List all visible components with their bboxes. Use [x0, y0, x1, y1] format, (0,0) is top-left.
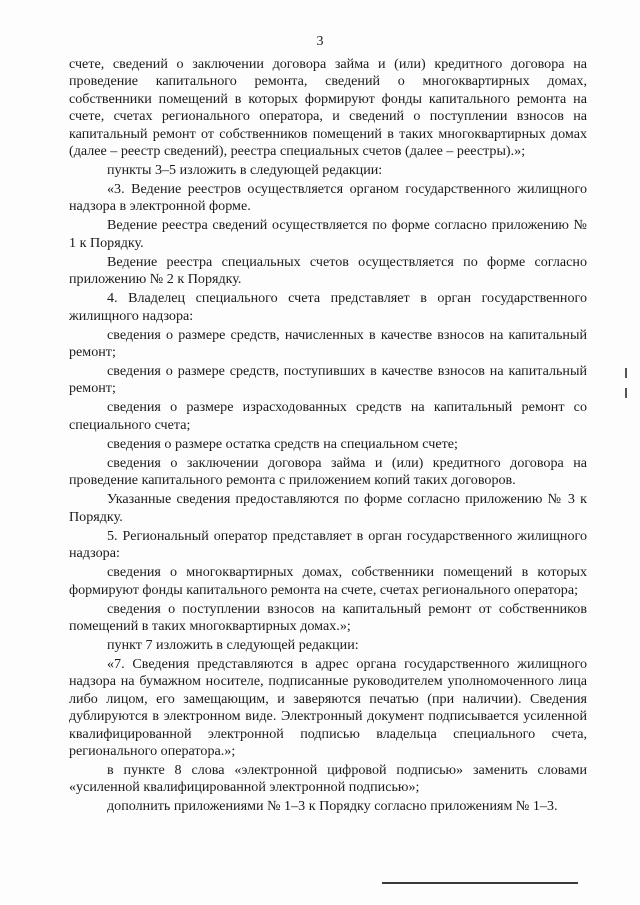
paragraph: Указанные сведения предоставляются по форме согласно приложению № 3 к Порядку. — [69, 491, 587, 525]
paragraph: 5. Региональный оператор представляет в орган государственного жилищного надзора: — [69, 527, 587, 562]
paragraph: сведения о размере средств, начисленных в качестве взносов на капитальный ремонт; — [69, 326, 587, 361]
paragraph: «3. Ведение реестров осуществляется органом государственного жилищного надзора в электронной форме. — [69, 181, 587, 215]
paragraph: в пункте 8 слова «электронной цифровой подписью» заменить словами «усиленной квалифицированной электронной подписью»; — [69, 761, 587, 796]
page-number: 3 — [316, 34, 324, 49]
paragraph: пункты 3–5 изложить в следующей редакции: — [107, 162, 383, 179]
paragraph: пункт 7 изложить в следующей редакции: — [107, 636, 359, 653]
paragraph: Ведение реестра специальных счетов осуществляется по форме согласно приложению № 2 к Порядку. — [69, 253, 587, 288]
scan-artifact-mark — [625, 368, 627, 378]
paragraph: сведения о размере остатка средств на специальном счете; — [107, 435, 458, 452]
paragraph: сведения о размере средств, поступивших в качестве взносов на капитальный ремонт; — [69, 363, 587, 397]
paragraph: дополнить приложениями № 1–3 к Порядку согласно приложениям № 1–3. — [107, 798, 558, 815]
paragraph: сведения о поступлении взносов на капитальный ремонт от собственников помещений в таких многоквартирных домах.»; — [69, 600, 587, 634]
scan-artifact-mark — [625, 388, 627, 398]
paragraph: 4. Владелец специального счета представляет в орган государственного жилищного надзора: — [69, 290, 587, 324]
scan-artifact-line — [382, 882, 578, 884]
paragraph: сведения о многоквартирных домах, собственники помещений в которых формируют фонды капитального ремонта на счете, счетах регионального оператора; — [69, 564, 587, 598]
paragraph: Ведение реестра сведений осуществляется по форме согласно приложению № 1 к Порядку. — [69, 217, 587, 251]
paragraph: сведения о заключении договора займа и (или) кредитного договора на проведение капитального ремонта с приложением копий таких договоров. — [69, 454, 587, 489]
document-body — [69, 56, 587, 816]
paragraph: счете, сведений о заключении договора займа и (или) кредитного договора на проведение капитального ремонта, сведений о многоквартирных домах, собственники помещений в которых формируют фонды капитального ремонта на счете, счетах регионального оператора, и сведений о поступлении взносов на капитальный ремонт от собственников помещений в таких многоквартирных домах (далее – реестр сведений), реестра специальных счетов (далее – реестры).»; — [69, 56, 587, 160]
paragraph: сведения о размере израсходованных средств на капитальный ремонт со специального счета; — [69, 399, 587, 433]
paragraph: «7. Сведения представляются в адрес органа государственного жилищного надзора на бумажном носителе, подписанные руководителем уполномоченного лица либо лицом, его замещающим, и заверяются печатью (при наличии). Сведения дублируются в электронном виде. Электронный документ подписывается усиленной квалифицированной электронной подписью владельца специального счета, регионального оператора.»; — [69, 655, 587, 759]
